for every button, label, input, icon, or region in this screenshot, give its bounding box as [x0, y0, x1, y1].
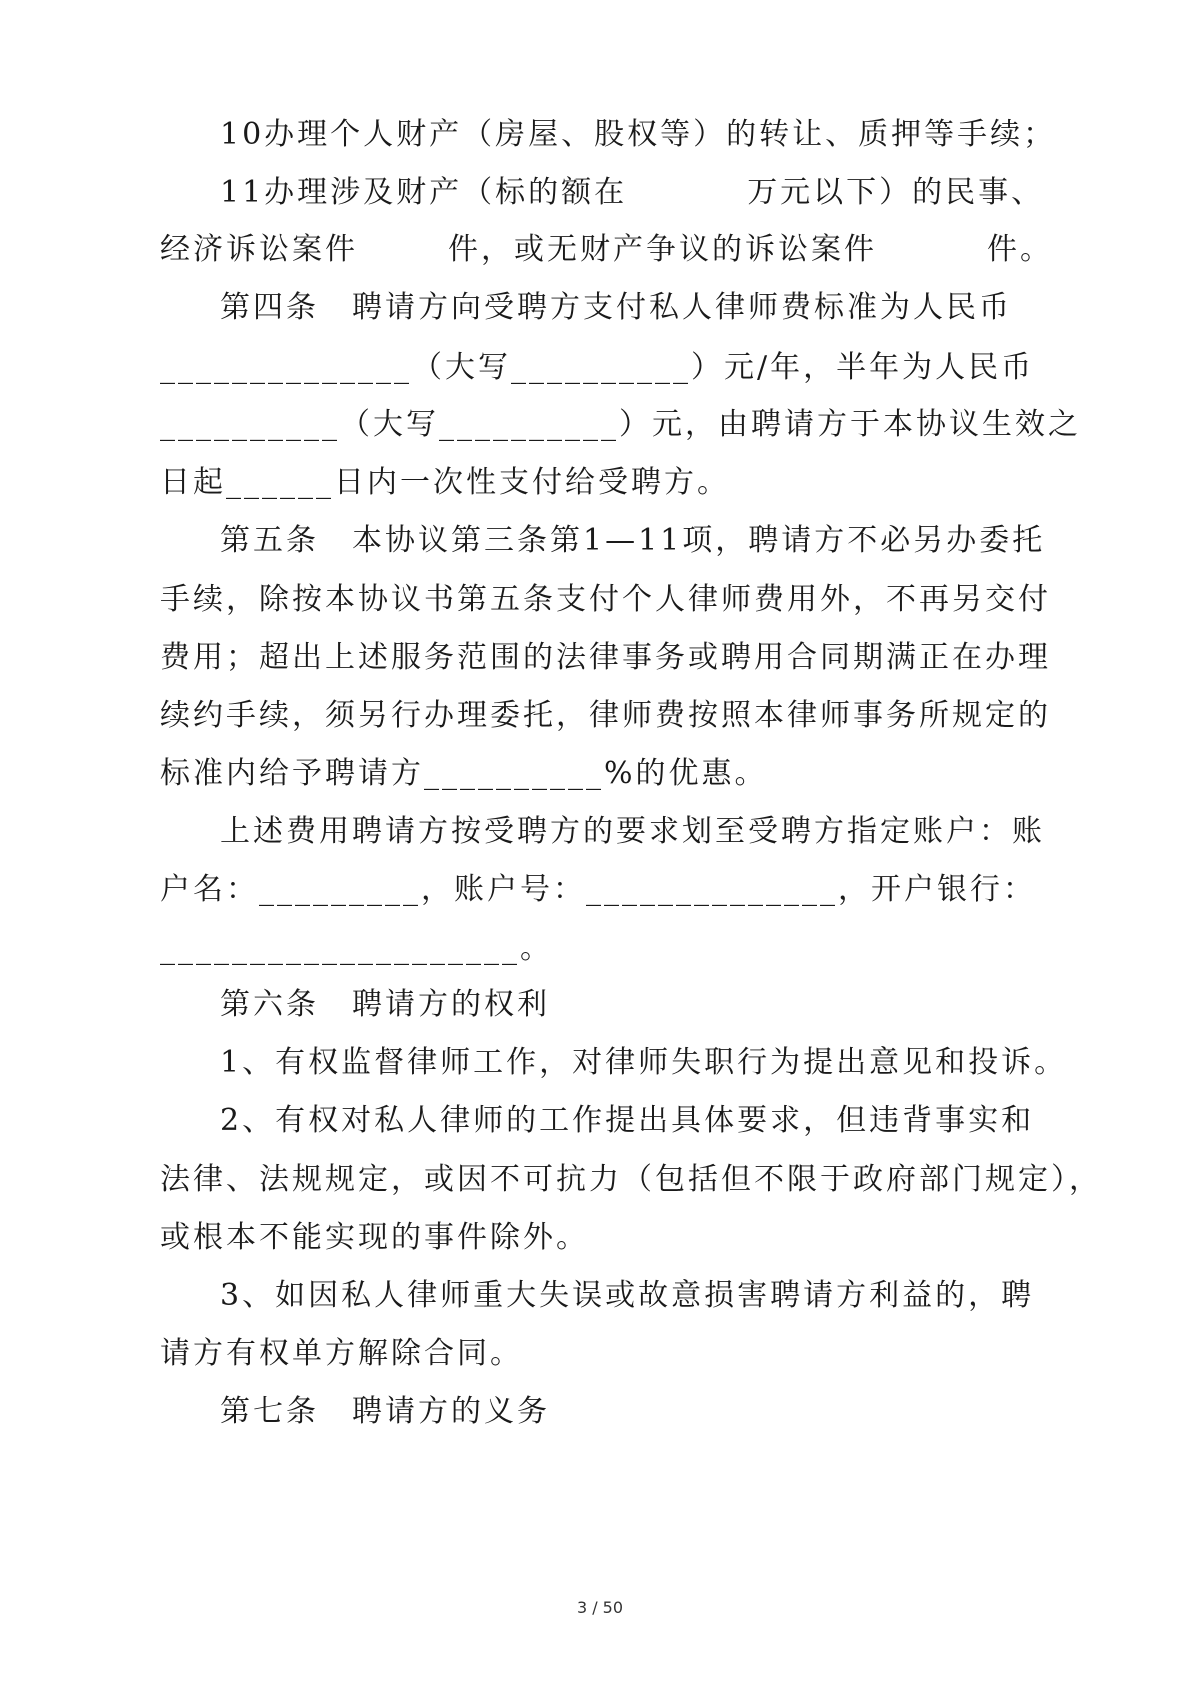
paragraph-line: 请方有权单方解除合同。	[160, 1336, 523, 1371]
paragraph-line	[160, 230, 1053, 270]
text-segment: 件，或无财产争议的诉讼案件	[448, 232, 877, 267]
paragraph-line: 法律、法规规定，或因不可抗力（包括但不限于政府部门规定），	[160, 1162, 1102, 1197]
list-item: 1、有权监督律师工作，对律师失职行为提出意见和投诉。	[220, 1045, 1068, 1080]
paragraph-line	[220, 173, 1044, 213]
list-item: 3、如因私人律师重大失误或故意损害聘请方利益的，聘	[220, 1278, 1035, 1313]
paragraph-line: 上述费用聘请方按受聘方的要求划至受聘方指定账户：账	[220, 814, 1045, 849]
article-heading: 第四条 聘请方向受聘方支付私人律师费标准为人民币	[220, 290, 1012, 325]
paragraph-line: 续约手续，须另行办理委托，律师费按照本律师事务所规定的	[160, 698, 1051, 733]
paragraph-line: 或根本不能实现的事件除外。	[160, 1220, 589, 1255]
text-segment: 件。	[987, 232, 1053, 267]
article-heading: 第七条 聘请方的义务	[220, 1394, 550, 1429]
paragraph-line: ____________________。	[160, 931, 553, 966]
article-heading: 第六条 聘请方的权利	[220, 987, 550, 1022]
text-segment: 万元以下）的民事、	[747, 175, 1045, 210]
paragraph-line: 10办理个人财产（房屋、股权等）的转让、质押等手续；	[220, 117, 1057, 152]
article-heading: 第五条 本协议第三条第1—11项，聘请方不必另办委托	[220, 523, 1046, 558]
paragraph-line: 费用；超出上述服务范围的法律事务或聘用合同期满正在办理	[160, 640, 1051, 675]
text-segment: 经济诉讼案件	[160, 232, 358, 267]
page-indicator: 3 / 50	[576, 1598, 624, 1617]
paragraph-line: 日起______日内一次性支付给受聘方。	[160, 465, 730, 500]
text-segment: 11办理涉及财产（标的额在	[220, 175, 628, 210]
paragraph-line: __________（大写__________）元，由聘请方于本协议生效之	[160, 407, 1081, 442]
list-item: 2、有权对私人律师的工作提出具体要求，但违背事实和	[220, 1103, 1035, 1138]
paragraph-line: ______________（大写__________）元/年，半年为人民币	[160, 350, 1035, 385]
paragraph-line: 户名：_________，账户号：______________，开户银行：	[160, 872, 1036, 907]
paragraph-line: 标准内给予聘请方__________%的优惠。	[160, 756, 768, 791]
paragraph-line: 手续，除按本协议书第五条支付个人律师费用外，不再另交付	[160, 582, 1051, 617]
